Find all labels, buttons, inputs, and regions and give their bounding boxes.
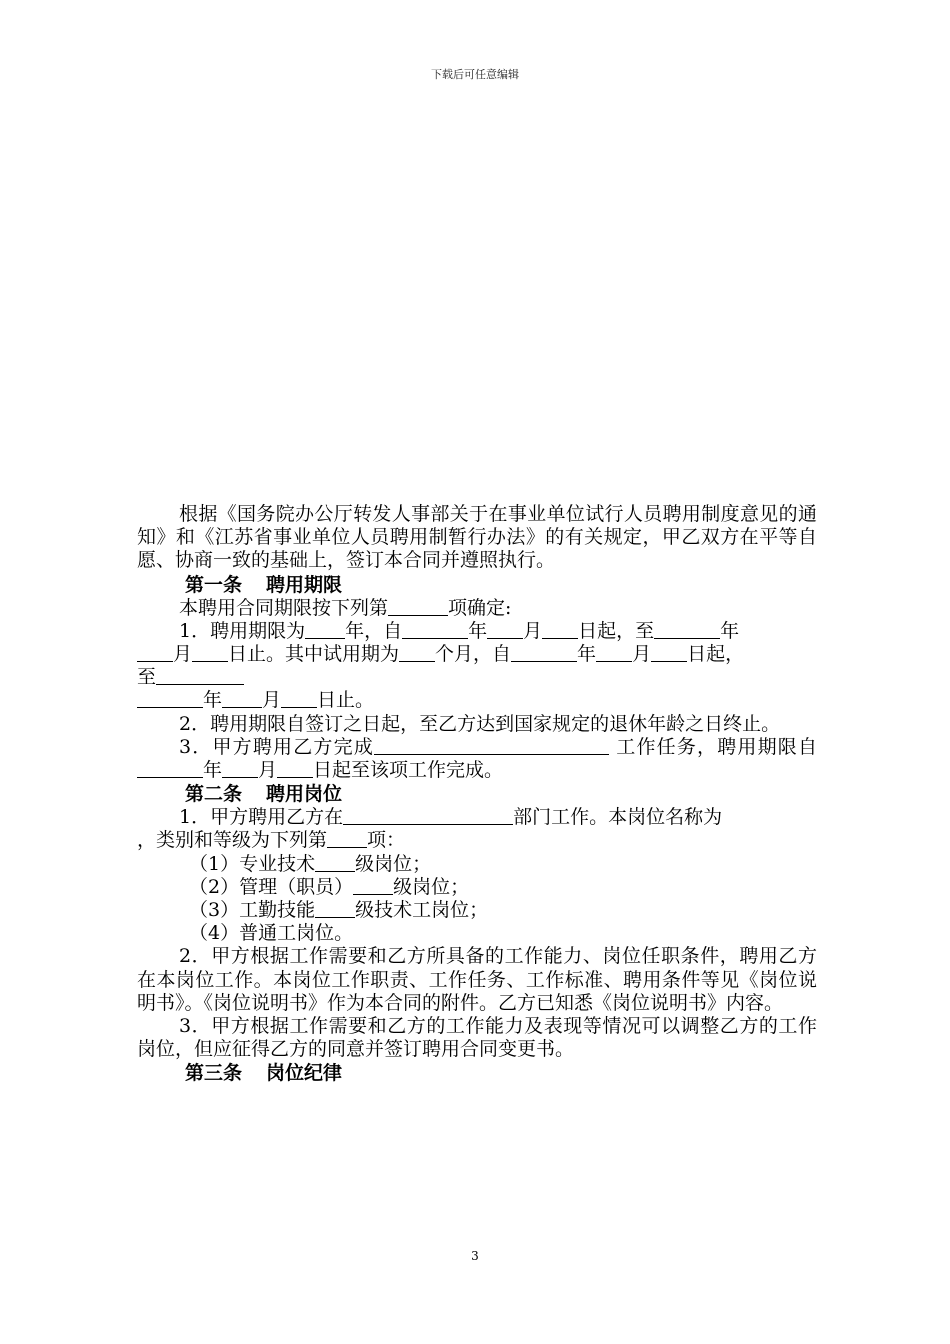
blank-field[interactable]	[399, 643, 435, 662]
text-segment: 1．聘用期限为	[179, 619, 306, 642]
blank-field[interactable]	[511, 643, 577, 662]
article-1-title: 聘用期限	[266, 573, 343, 596]
text-segment: 级岗位；	[355, 852, 432, 875]
text-segment: 日起，	[687, 643, 745, 666]
blank-field[interactable]	[281, 689, 317, 708]
blank-field[interactable]	[305, 620, 345, 639]
blank-field[interactable]	[137, 689, 203, 708]
text-segment: 月	[173, 643, 193, 666]
article-1-item-2: 2．聘用期限自签订之日起，至乙方达到国家规定的退休年龄之日终止。	[179, 712, 781, 735]
article-1-intro	[137, 597, 817, 620]
text-segment: 月	[262, 689, 282, 712]
text-segment: 年	[720, 619, 740, 642]
blank-field[interactable]	[137, 643, 173, 662]
blank-field[interactable]	[192, 643, 228, 662]
blank-field[interactable]	[343, 806, 513, 825]
blank-field[interactable]	[156, 666, 244, 685]
text-segment: （2）管理（职员）	[189, 875, 354, 898]
article-1-number: 第一条	[185, 573, 243, 596]
blank-field[interactable]	[137, 759, 203, 778]
blank-field[interactable]	[222, 689, 262, 708]
text-segment: 日止。其中试用期为	[228, 643, 400, 666]
article-2-option-4: （4）普通工岗位。	[189, 922, 354, 945]
article-3-number: 第三条	[185, 1062, 243, 1085]
text-segment: 级技术工岗位；	[355, 899, 489, 922]
blank-field[interactable]	[388, 597, 448, 616]
text-segment: 级岗位；	[393, 875, 470, 898]
text-segment: 年	[577, 643, 597, 666]
article-2-heading	[137, 782, 817, 806]
blank-field[interactable]	[315, 899, 355, 918]
blank-field[interactable]	[596, 643, 632, 662]
article-1-item-1	[137, 620, 817, 713]
preamble: 根据《国务院办公厅转发人事部关于在事业单位试行人员聘用制度意见的通知》和《江苏省事业单位人员聘用制暂行办法》的有关规定，甲乙双方在平等自愿、协商一致的基础上，签订本合同并遵照执行。	[137, 503, 817, 572]
article-2-item-3: 3．甲方根据工作需要和乙方的工作能力及表现等情况可以调整乙方的工作岗位，但应征得乙方的同意并签订聘用合同变更书。	[137, 1015, 817, 1061]
article-2-option-3	[137, 899, 817, 922]
article-2-item-1	[137, 806, 817, 852]
text-segment: （1）专业技术	[189, 852, 316, 875]
text-segment: 工作任务，聘用期限自	[616, 735, 817, 758]
blank-field[interactable]	[654, 620, 720, 639]
blank-field[interactable]	[222, 759, 258, 778]
blank-field[interactable]	[327, 829, 367, 848]
text-segment: 年，自	[345, 619, 403, 642]
article-2-title: 聘用岗位	[266, 783, 343, 806]
article-2-number: 第二条	[185, 783, 243, 806]
text-segment: 1．甲方聘用乙方在	[179, 806, 344, 829]
blank-field[interactable]	[487, 620, 523, 639]
blank-field[interactable]	[277, 759, 313, 778]
article-2-option-1	[137, 853, 817, 876]
text-segment: 部门工作。本岗位名称为	[513, 806, 723, 829]
text-segment: ，类别和等级为下列第	[137, 829, 328, 852]
text-segment: 月	[632, 643, 652, 666]
contract-body	[137, 503, 817, 1085]
text-segment: 日起，至	[578, 619, 655, 642]
text-segment: 3．甲方聘用乙方完成	[179, 735, 375, 758]
blank-field[interactable]	[374, 736, 609, 755]
page-number: 3	[471, 1249, 479, 1263]
text-segment: 月	[258, 759, 278, 782]
text-segment: 项：	[367, 829, 406, 852]
article-3-title: 岗位纪律	[266, 1062, 343, 1085]
article-2-option-2	[137, 876, 817, 899]
text-segment: （3）工勤技能	[189, 899, 316, 922]
article-1-item-3	[137, 736, 817, 782]
text-segment: 至	[137, 666, 157, 689]
text-segment: 本聘用合同期限按下列第	[179, 596, 389, 619]
article-2-item-2: 2．甲方根据工作需要和乙方所具备的工作能力、岗位任职条件，聘用乙方在本岗位工作。本岗位工作职责、工作任务、工作标准、聘用条件等见《岗位说明书》。《岗位说明书》作为本合同的附件。乙方已知悉《岗位说明书》内容。	[137, 945, 817, 1014]
blank-field[interactable]	[542, 620, 578, 639]
text-segment: 日起至该项工作完成。	[313, 759, 504, 782]
article-1-heading	[137, 573, 817, 597]
text-segment: 日止。	[317, 689, 375, 712]
blank-field[interactable]	[402, 620, 468, 639]
text-segment: 月	[523, 619, 543, 642]
blank-field[interactable]	[651, 643, 687, 662]
text-segment: 年	[203, 689, 223, 712]
text-segment: 个月，自	[435, 643, 512, 666]
blank-field[interactable]	[315, 853, 355, 872]
blank-field[interactable]	[353, 876, 393, 895]
header-note: 下载后可任意编辑	[431, 68, 519, 81]
text-segment: 年	[203, 759, 223, 782]
text-segment: 年	[468, 619, 488, 642]
article-3-heading	[137, 1061, 817, 1085]
text-segment: 项确定:	[448, 596, 512, 619]
